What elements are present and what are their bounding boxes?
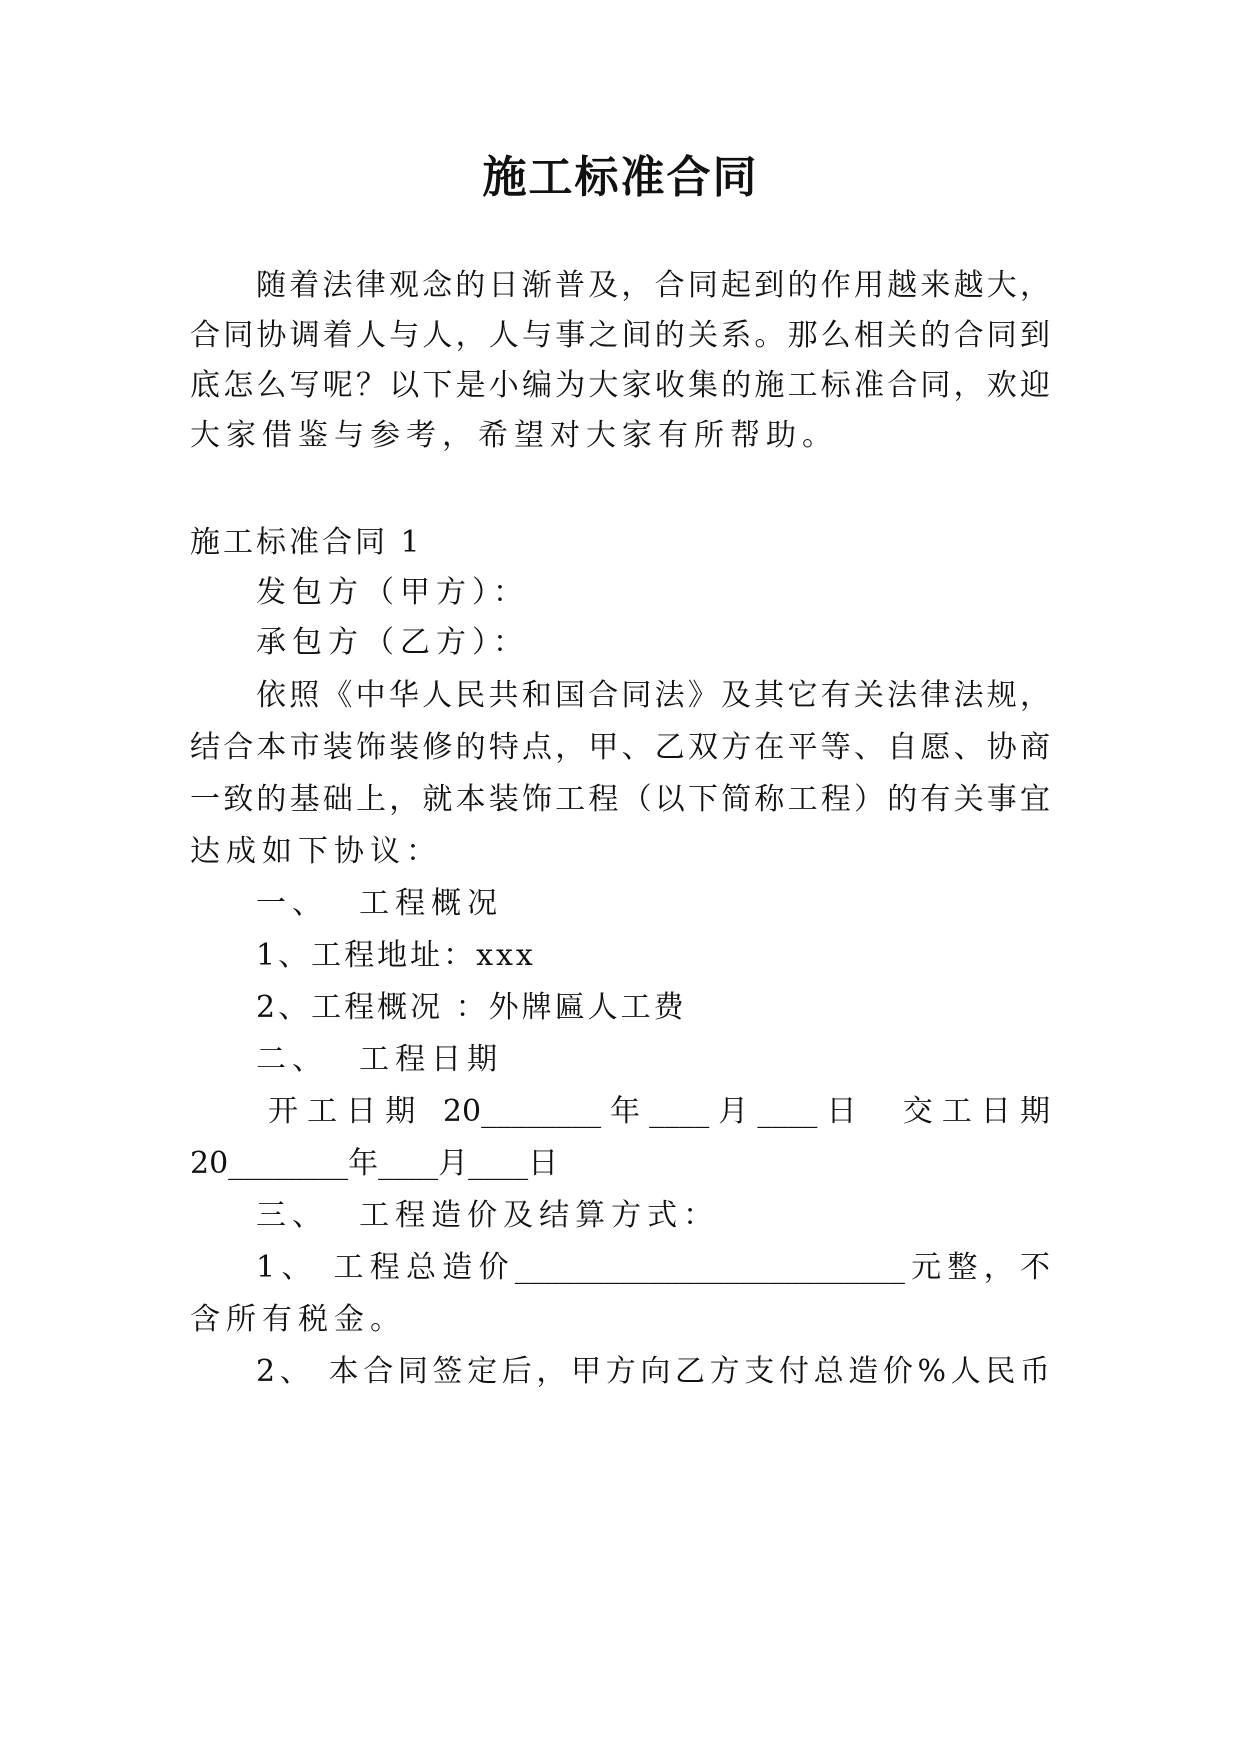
intro-line-2: 合同协调着人与人，人与事之间的关系。那么相关的合同到 (190, 318, 1050, 353)
basis-line-3: 一致的基础上，就本装饰工程（以下简称工程）的有关事宜 (190, 782, 1050, 817)
intro-line-4: 大家借鉴与参考，希望对大家有所帮助。 (190, 418, 838, 453)
section-2-dates-line-1: 开工日期 20________年____月____日 交工日期 (268, 1094, 1050, 1129)
section-1-item-1: 1、工程地址：xxx (256, 938, 536, 973)
intro-line-3: 底怎么写呢？以下是小编为大家收集的施工标准合同，欢迎 (190, 368, 1050, 403)
section-heading: 施工标准合同 1 (190, 525, 423, 560)
basis-line-2: 结合本市装饰装修的特点，甲、乙双方在平等、自愿、协商 (190, 730, 1050, 765)
section-1-item-2: 2、工程概况 ：外牌匾人工费 (256, 990, 687, 1025)
party-a-line: 发包方（甲方）： (256, 575, 529, 610)
section-2-heading: 二、 工程日期 (256, 1042, 504, 1077)
party-b-line: 承包方（乙方）： (256, 625, 529, 660)
section-3-item-1-line-1: 1、 工程总造价__________________________元整，不 (256, 1250, 1050, 1285)
basis-line-1: 依照《中华人民共和国合同法》及其它有关法律法规， (256, 678, 1050, 713)
basis-line-4: 达成如下协议： (190, 834, 442, 869)
section-2-dates-line-2: 20________年____月____日 (190, 1146, 559, 1181)
document-title: 施工标准合同 (482, 152, 759, 203)
section-3-item-2: 2、 本合同签定后，甲方向乙方支付总造价%人民币 (256, 1354, 1050, 1389)
section-3-heading: 三、 工程造价及结算方式： (256, 1198, 720, 1233)
section-3-item-1-line-2: 含所有税金。 (190, 1302, 406, 1337)
section-1-heading: 一、 工程概况 (256, 886, 504, 921)
intro-line-1: 随着法律观念的日渐普及，合同起到的作用越来越大， (256, 268, 1050, 303)
